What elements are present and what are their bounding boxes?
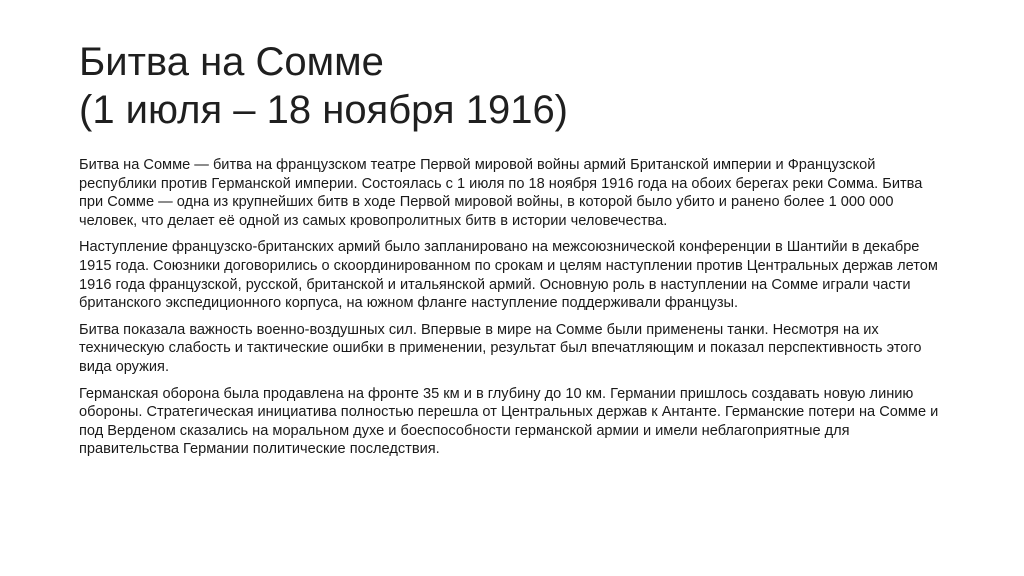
- body-paragraph-4: Германская оборона была продавлена на фронте 35 км и в глубину до 10 км. Германии пришлось создавать новую линию обороны. Стратегическая инициатива полностью перешла от Центральных держав к Антанте. Германские потери на Сомме и под Верденом сказались на моральном духе и боеспособности германской армии и имели неблагоприятные для правительства Германии политические последствия.: [79, 385, 939, 458]
- slide-title: [79, 38, 949, 134]
- slide-title-line-1: Битва на Сомме: [79, 40, 384, 84]
- slide-title-line-2: (1 июля – 18 ноября 1916): [79, 88, 569, 132]
- body-paragraph-2: Наступление французско-британских армий было запланировано на межсоюзнической конференции в Шантийи в декабре 1915 года. Союзники договорились о скоординированном по срокам и целям наступлении против Центральных держав летом 1916 года французской, русской, британской и итальянской армий. Основную роль в наступлении на Сомме играли части британского экспедиционного корпуса, на южном фланге наступление поддерживали французы.: [79, 239, 938, 312]
- body-paragraph-3: Битва показала важность военно-воздушных сил. Впервые в мире на Сомме были применены танки. Несмотря на их техническую слабость и тактические ошибки в применении, результат был впечатляющим и показал перспективность этого вида оружия.: [79, 321, 922, 375]
- slide-body: [79, 156, 947, 467]
- body-paragraph-1: Битва на Сомме — битва на французском театре Первой мировой войны армий Британской империи и Французской республики против Германской империи. Состоялась с 1 июля по 18 ноября 1916 года на обоих берегах реки Сомма. Битва при Сомме — одна из крупнейших битв в ходе Первой мировой войны, в которой было убито и ранено более 1 000 000 человек, что делает её одной из самых кровопролитных битв в истории человечества.: [79, 157, 923, 229]
